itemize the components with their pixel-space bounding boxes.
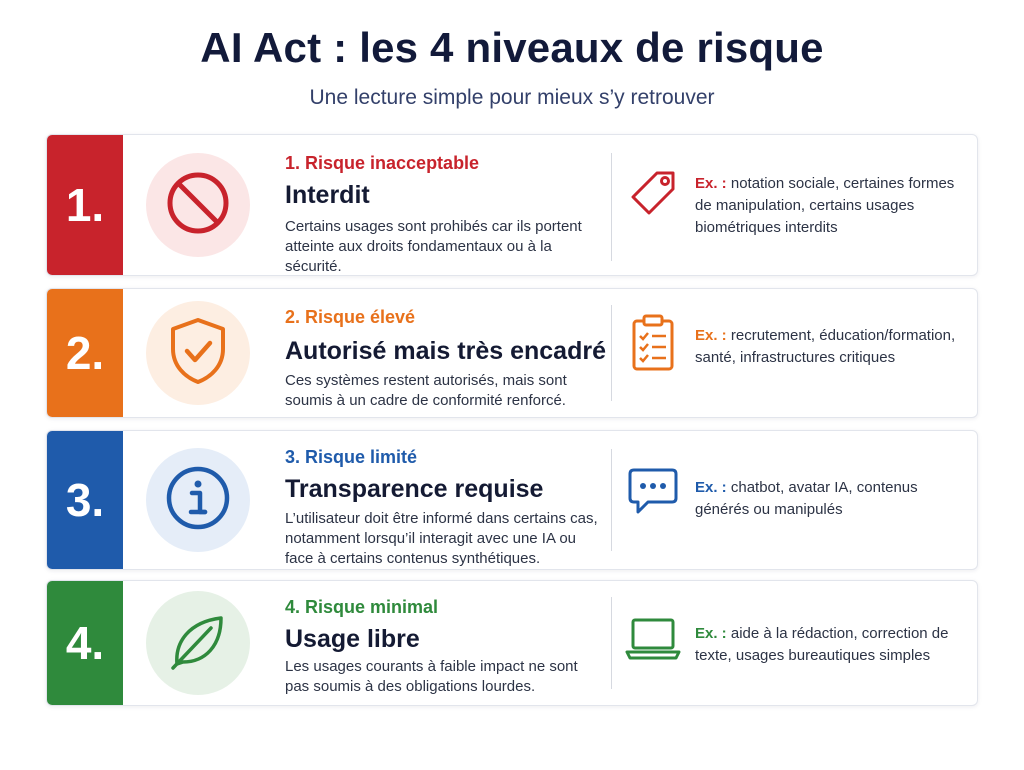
- risk-icon-circle: [146, 448, 250, 552]
- risk-heading: Usage libre: [285, 625, 420, 653]
- risk-description: Ces systèmes restent autorisés, mais sont soumis à un cadre de conformité renforcé.: [285, 372, 567, 409]
- leaf-icon: [165, 608, 231, 679]
- example-label: Ex. :: [695, 175, 727, 192]
- example-label: Ex. :: [695, 327, 727, 344]
- example-text: [695, 623, 971, 667]
- card-divider: [611, 597, 612, 689]
- risk-icon-circle: [146, 153, 250, 257]
- risk-icon-circle: [146, 301, 250, 405]
- risk-level-label: 4. Risque minimal: [285, 597, 439, 617]
- risk-card-minimal: [46, 580, 978, 706]
- example-content: notation sociale, certaines formes de manipulation, certains usages biométriques interdits: [695, 175, 955, 236]
- risk-level-label: 2. Risque élevé: [285, 307, 416, 327]
- risk-description: L’utilisateur doit être informé dans certains cas, notamment lorsqu’il interagit avec une IA ou face à certains contenus synthétiques.: [285, 510, 598, 567]
- example-icon-wrapper: [625, 465, 681, 521]
- example-content: chatbot, avatar IA, contenus générés ou manipulés: [695, 479, 918, 518]
- risk-card-limited: [46, 430, 978, 570]
- example-label: Ex. :: [695, 479, 727, 496]
- risk-number: 2.: [47, 289, 123, 417]
- example-content: recrutement, éducation/formation, santé, infrastructures critiques: [695, 327, 956, 366]
- risk-number: 3.: [47, 431, 123, 569]
- risk-heading: Transparence requise: [285, 475, 544, 503]
- example-icon-wrapper: [625, 317, 681, 373]
- risk-heading: Autorisé mais très encadré: [285, 337, 606, 365]
- tag-icon: [627, 167, 679, 224]
- example-text: [695, 477, 971, 521]
- risk-level-label: 1. Risque inacceptable: [285, 153, 480, 173]
- example-label: Ex. :: [695, 625, 727, 642]
- risk-description: Certains usages sont prohibés car ils portent atteinte aux droits fondamentaux ou à la sécurité.: [285, 218, 582, 275]
- risk-card-high: [46, 288, 978, 418]
- chat-bubble-icon: [626, 464, 680, 523]
- shield-check-icon: [165, 315, 231, 392]
- clipboard-checklist-icon: [629, 313, 677, 378]
- risk-heading: Interdit: [285, 181, 370, 209]
- info-icon: [164, 464, 232, 537]
- card-divider: [611, 305, 612, 401]
- risk-level-label: 3. Risque limité: [285, 447, 418, 467]
- example-text: [695, 173, 971, 239]
- risk-card-unacceptable: [46, 134, 978, 276]
- card-divider: [611, 449, 612, 551]
- example-text: [695, 325, 975, 369]
- page-subtitle: Une lecture simple pour mieux s’y retrouver: [309, 86, 715, 109]
- card-divider: [611, 153, 612, 261]
- prohibited-icon: [165, 170, 231, 241]
- risk-icon-circle: [146, 591, 250, 695]
- risk-description: Les usages courants à faible impact ne sont pas soumis à des obligations lourdes.: [285, 658, 578, 695]
- example-icon-wrapper: [625, 613, 681, 669]
- laptop-icon: [624, 616, 682, 667]
- risk-number: 4.: [47, 581, 123, 705]
- example-content: aide à la rédaction, correction de texte, usages bureautiques simples: [695, 625, 949, 664]
- example-icon-wrapper: [625, 167, 681, 223]
- page-title: AI Act : les 4 niveaux de risque: [200, 24, 824, 71]
- risk-number: 1.: [47, 135, 123, 275]
